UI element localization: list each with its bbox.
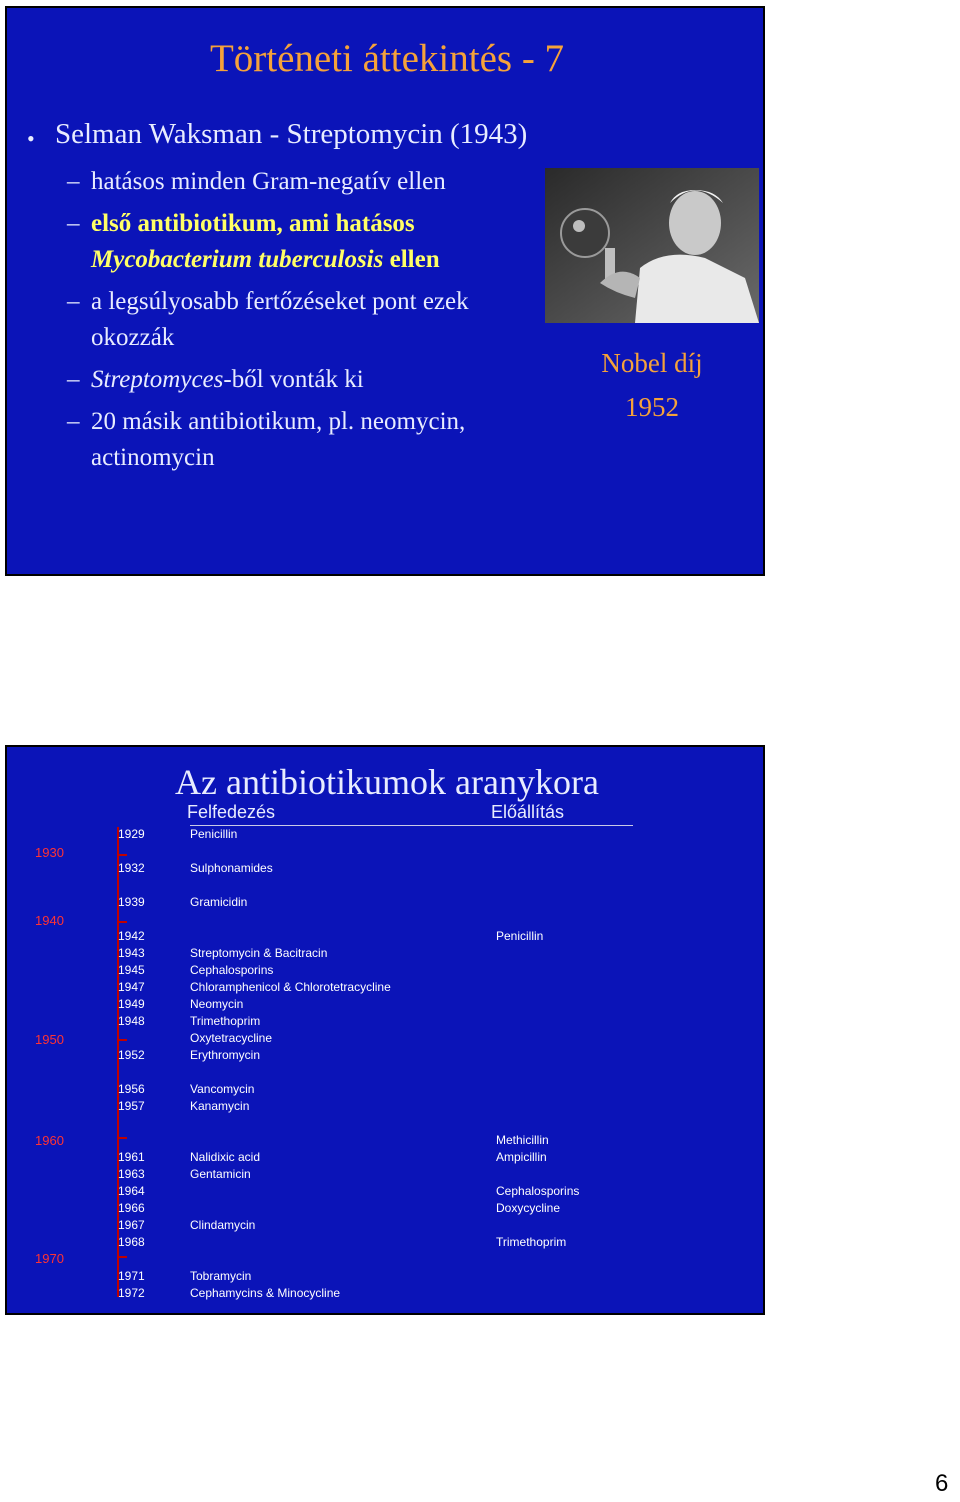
nobel-year: 1952 [625, 392, 679, 422]
timeline-row [7, 1133, 767, 1150]
bullet-dot: • [27, 126, 35, 151]
row-discovery: Neomycin [190, 997, 244, 1011]
timeline-row [7, 1269, 767, 1286]
row-discovery: Vancomycin [190, 1082, 255, 1096]
row-year: 1964 [118, 1184, 145, 1198]
timeline-row [7, 997, 767, 1014]
timeline-row [7, 861, 767, 878]
row-discovery: Tobramycin [190, 1269, 252, 1283]
row-year: 1942 [118, 929, 145, 943]
slide-title: Történeti áttekintés - 7 [209, 37, 565, 80]
row-production: Doxycycline [496, 1201, 561, 1215]
row-production: Cephalosporins [496, 1184, 580, 1198]
slide-title: Az antibiotikumok aranykora [175, 762, 599, 802]
row-discovery: Cephamycins & Minocycline [190, 1286, 341, 1300]
row-year: 1956 [118, 1082, 145, 1096]
row-year: 1972 [118, 1286, 145, 1300]
row-production: Penicillin [496, 929, 544, 943]
decade-label: 1960 [35, 1133, 64, 1148]
row-year: 1967 [118, 1218, 145, 1232]
header-divider [190, 825, 633, 826]
decade-label: 1970 [35, 1251, 64, 1266]
row-discovery: Gramicidin [190, 895, 248, 909]
row-discovery: Sulphonamides [190, 861, 273, 875]
slide-golden-age [5, 745, 765, 1315]
timeline-row [7, 895, 767, 912]
decade-label: 1950 [35, 1032, 64, 1047]
header-discovery: Felfedezés [187, 802, 276, 822]
timeline-row [7, 1235, 767, 1252]
row-year: 1947 [118, 980, 145, 994]
timeline-row [7, 1218, 767, 1235]
row-year: 1968 [118, 1235, 145, 1249]
row-year: 1966 [118, 1201, 145, 1215]
row-year: 1932 [118, 861, 145, 875]
row-discovery: Penicillin [190, 827, 238, 841]
row-year: 1957 [118, 1099, 145, 1113]
row-discovery: Clindamycin [190, 1218, 256, 1232]
timeline-tick [117, 854, 127, 856]
row-year: 1949 [118, 997, 145, 1011]
row-discovery: Trimethoprim [190, 1014, 261, 1028]
timeline-row [7, 1150, 767, 1167]
timeline-row [7, 1167, 767, 1184]
row-discovery: Nalidixic acid [190, 1150, 261, 1164]
timeline-row [7, 1048, 767, 1065]
decade-label: 1940 [35, 913, 64, 928]
row-production: Ampicillin [496, 1150, 547, 1164]
slide-history: Történeti áttekintés - 7 • Selman Waksman - Streptomycin (1943) – hatásos minden Gram-negatív ellen – első antibiotikum, ami hatásos Mycobacterium tuberculosis ellen – a legsúlyosabb fertőzéseket pont ezek okozzák – Streptomyces-ből vonták ki – 20 másik antibiotikum, pl. neomycin, actinomycin Nobel díj 1952 [5, 6, 765, 576]
row-year: 1929 [118, 827, 145, 841]
row-discovery: Chloramphenicol & Chlorotetracycline [190, 980, 391, 994]
row-discovery: Kanamycin [190, 1099, 250, 1113]
timeline-row [7, 827, 767, 844]
timeline-row [7, 1184, 767, 1201]
row-year: 1943 [118, 946, 145, 960]
timeline-row [7, 1286, 767, 1303]
nobel-label: Nobel díj [601, 348, 703, 378]
timeline-row [7, 929, 767, 946]
timeline-row [7, 1099, 767, 1116]
page-number: 6 [935, 1470, 949, 1497]
timeline-tick [117, 921, 127, 923]
timeline-row [7, 946, 767, 963]
row-production: Methicillin [496, 1133, 549, 1147]
row-year: 1945 [118, 963, 145, 977]
decade-label: 1930 [35, 845, 64, 860]
bullet-text: Selman Waksman - Streptomycin (1943) [55, 118, 528, 150]
row-discovery: Gentamicin [190, 1167, 251, 1181]
timeline-row [7, 1014, 767, 1031]
header-production: Előállítás [491, 802, 565, 822]
row-discovery: Streptomycin & Bacitracin [190, 946, 328, 960]
row-discovery: Erythromycin [190, 1048, 261, 1062]
timeline-row [7, 980, 767, 997]
row-year: 1939 [118, 895, 145, 909]
timeline-row [7, 1082, 767, 1099]
row-year: 1971 [118, 1269, 145, 1283]
waksman-photo [545, 168, 759, 323]
row-discovery: Cephalosporins [190, 963, 274, 977]
timeline-row [7, 963, 767, 980]
row-production: Trimethoprim [496, 1235, 567, 1249]
row-discovery: Oxytetracycline [190, 1031, 273, 1045]
row-year: 1948 [118, 1014, 145, 1028]
row-year: 1963 [118, 1167, 145, 1181]
row-year: 1952 [118, 1048, 145, 1062]
timeline-row [7, 1201, 767, 1218]
row-year: 1961 [118, 1150, 145, 1164]
timeline-row [7, 1031, 767, 1048]
timeline-tick [117, 1256, 127, 1258]
